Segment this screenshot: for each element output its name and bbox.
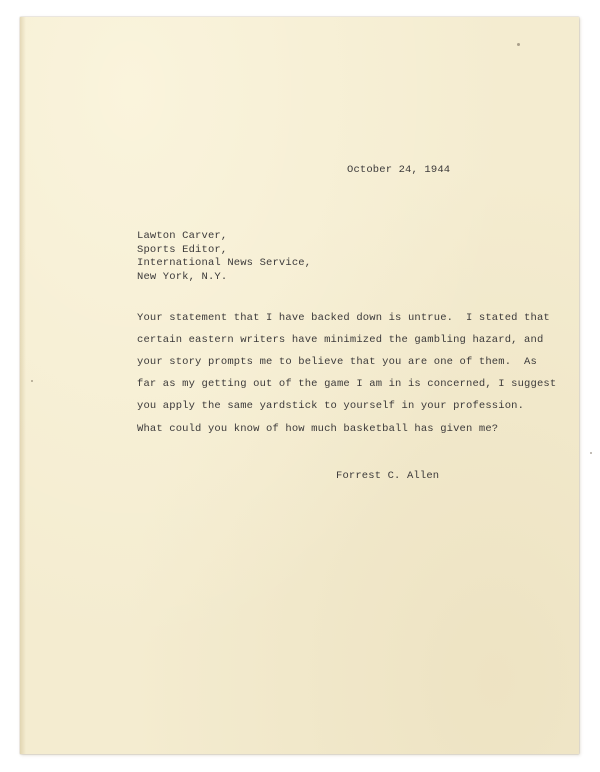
body-line: Your statement that I have backed down is untrue. I stated that — [137, 312, 550, 324]
paper-speck — [517, 43, 520, 46]
body-line: What could you know of how much basketball has given me? — [137, 423, 499, 435]
recipient-organization: International News Service, — [137, 257, 312, 269]
recipient-city: New York, N.Y. — [137, 271, 228, 283]
body-line: far as my getting out of the game I am in is concerned, I suggest — [137, 378, 557, 390]
body-line: certain eastern writers have minimized the gambling hazard, and — [137, 334, 544, 346]
letter-date: October 24, 1944 — [347, 164, 451, 176]
body-line: your story prompts me to believe that you are one of them. As — [137, 356, 537, 368]
body-line: you apply the same yardstick to yourself in your profession. — [137, 400, 525, 412]
recipient-name: Lawton Carver, — [137, 230, 228, 242]
paper-speck — [31, 380, 33, 382]
paper-speck — [590, 452, 592, 454]
page-edge-shadow — [20, 17, 26, 754]
signature-name: Forrest C. Allen — [336, 470, 440, 482]
recipient-title: Sports Editor, — [137, 244, 228, 256]
